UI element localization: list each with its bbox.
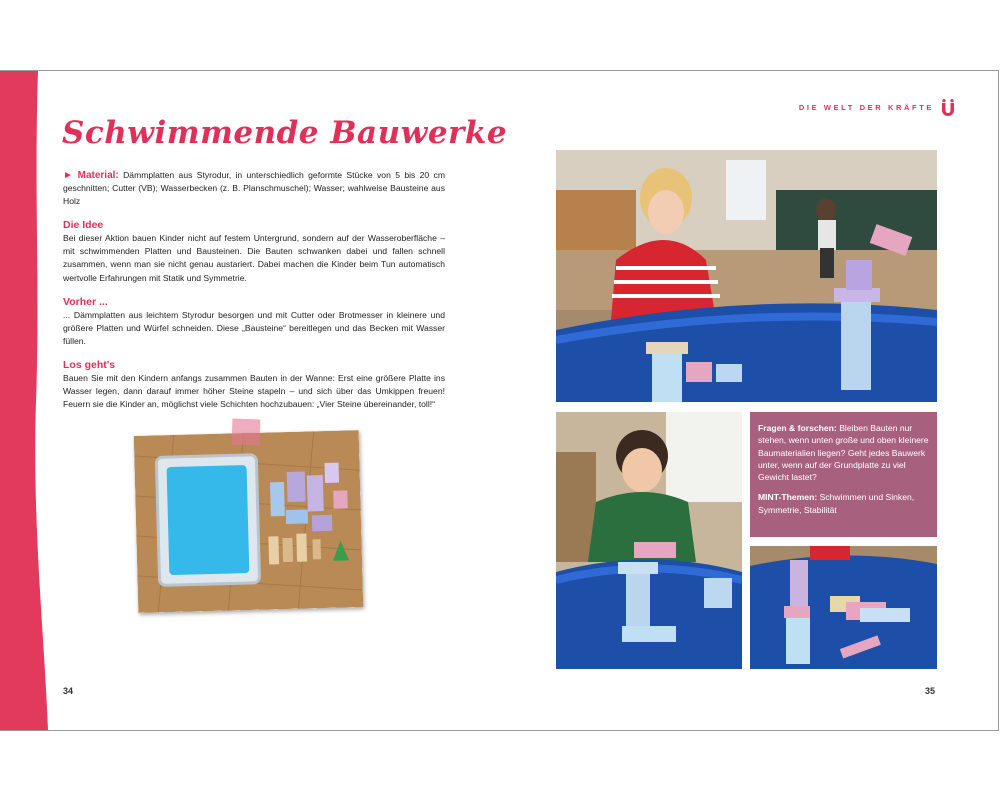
girl-building-photo bbox=[556, 150, 937, 402]
page-title: Schwimmende Bauwerke bbox=[62, 115, 508, 151]
info-questions bbox=[758, 422, 929, 483]
info-mint-text: Schwimmen und Sinken, Symmetrie, Stabilität bbox=[758, 492, 915, 515]
section-text-vorher: ... Dämmplatten aus leichtem Styrodur besorgen und mit Cutter oder Brotmesser in kleinere und größere Platten und Würfel schneiden. Diese „Bausteine“ bereitlegen und das Becken mit Wasser füllen. bbox=[63, 309, 445, 346]
materials-photo bbox=[134, 430, 364, 613]
book-spread bbox=[0, 70, 999, 731]
text-column bbox=[63, 169, 445, 411]
section-heading-idee: Die Idee bbox=[63, 219, 104, 232]
section-heading-vorher: Vorher ... bbox=[63, 295, 108, 308]
boy-building-photo bbox=[556, 412, 742, 669]
u-logo-icon bbox=[940, 99, 956, 117]
page-number-left: 34 bbox=[63, 686, 74, 696]
info-questions-text: Bleiben Bauten nur stehen, wenn unten große und oben kleinere Baumaterialien liegen? Geht jedes Bauwerk unter, wenn auf der Grundplatte zu viel Gewicht lastet? bbox=[758, 423, 929, 483]
section-text-los-gehts: Bauen Sie mit den Kindern anfangs zusammen Bauten in der Wanne: Erst eine größere Platte ins Wasser legen, dann darauf immer höher Steine stapeln – und sich über das Umkippen freuen! Feuern sie die Kinder an, möglichst viele Schichten hochzubauen: „Vier Steine übereinander, toll!“ bbox=[63, 372, 445, 410]
info-mint bbox=[758, 491, 929, 516]
towers-closeup-photo bbox=[750, 546, 937, 669]
material-paragraph bbox=[63, 169, 445, 208]
info-questions-label: Fragen & forschen: bbox=[758, 423, 837, 433]
section-heading-los-gehts: Los geht's bbox=[63, 358, 116, 371]
page-number-right: 35 bbox=[925, 686, 936, 696]
tape-decoration bbox=[232, 419, 261, 446]
info-mint-label: MINT-Themen: bbox=[758, 492, 818, 503]
material-label: ► Material: bbox=[63, 170, 119, 181]
info-box bbox=[750, 412, 937, 537]
material-text: Dämmplatten aus Styrodur, in unterschiedlich geformte Stücke von 5 bis 20 cm geschnitten; Cutter (VB); Wasserbecken (z. B. Planschmuschel); Wasser; wahlweise Bausteine aus Holz bbox=[63, 170, 445, 207]
page-edge-decoration bbox=[0, 71, 48, 730]
section-text-idee: Bei dieser Aktion bauen Kinder nicht auf festem Untergrund, sondern auf der Wasseroberfläche – mit schwimmenden Platten und Bausteinen. Die Bauten schwanken dabei und fallen schnell zusammen, wenn man sie nicht genau austariert. Dabei machen die Kinder beim Tun automatisch wertvolle Erfahrungen mit Statik und Symmetrie. bbox=[63, 233, 445, 283]
section-header: DIE WELT DER KRÄFTE bbox=[798, 103, 934, 112]
